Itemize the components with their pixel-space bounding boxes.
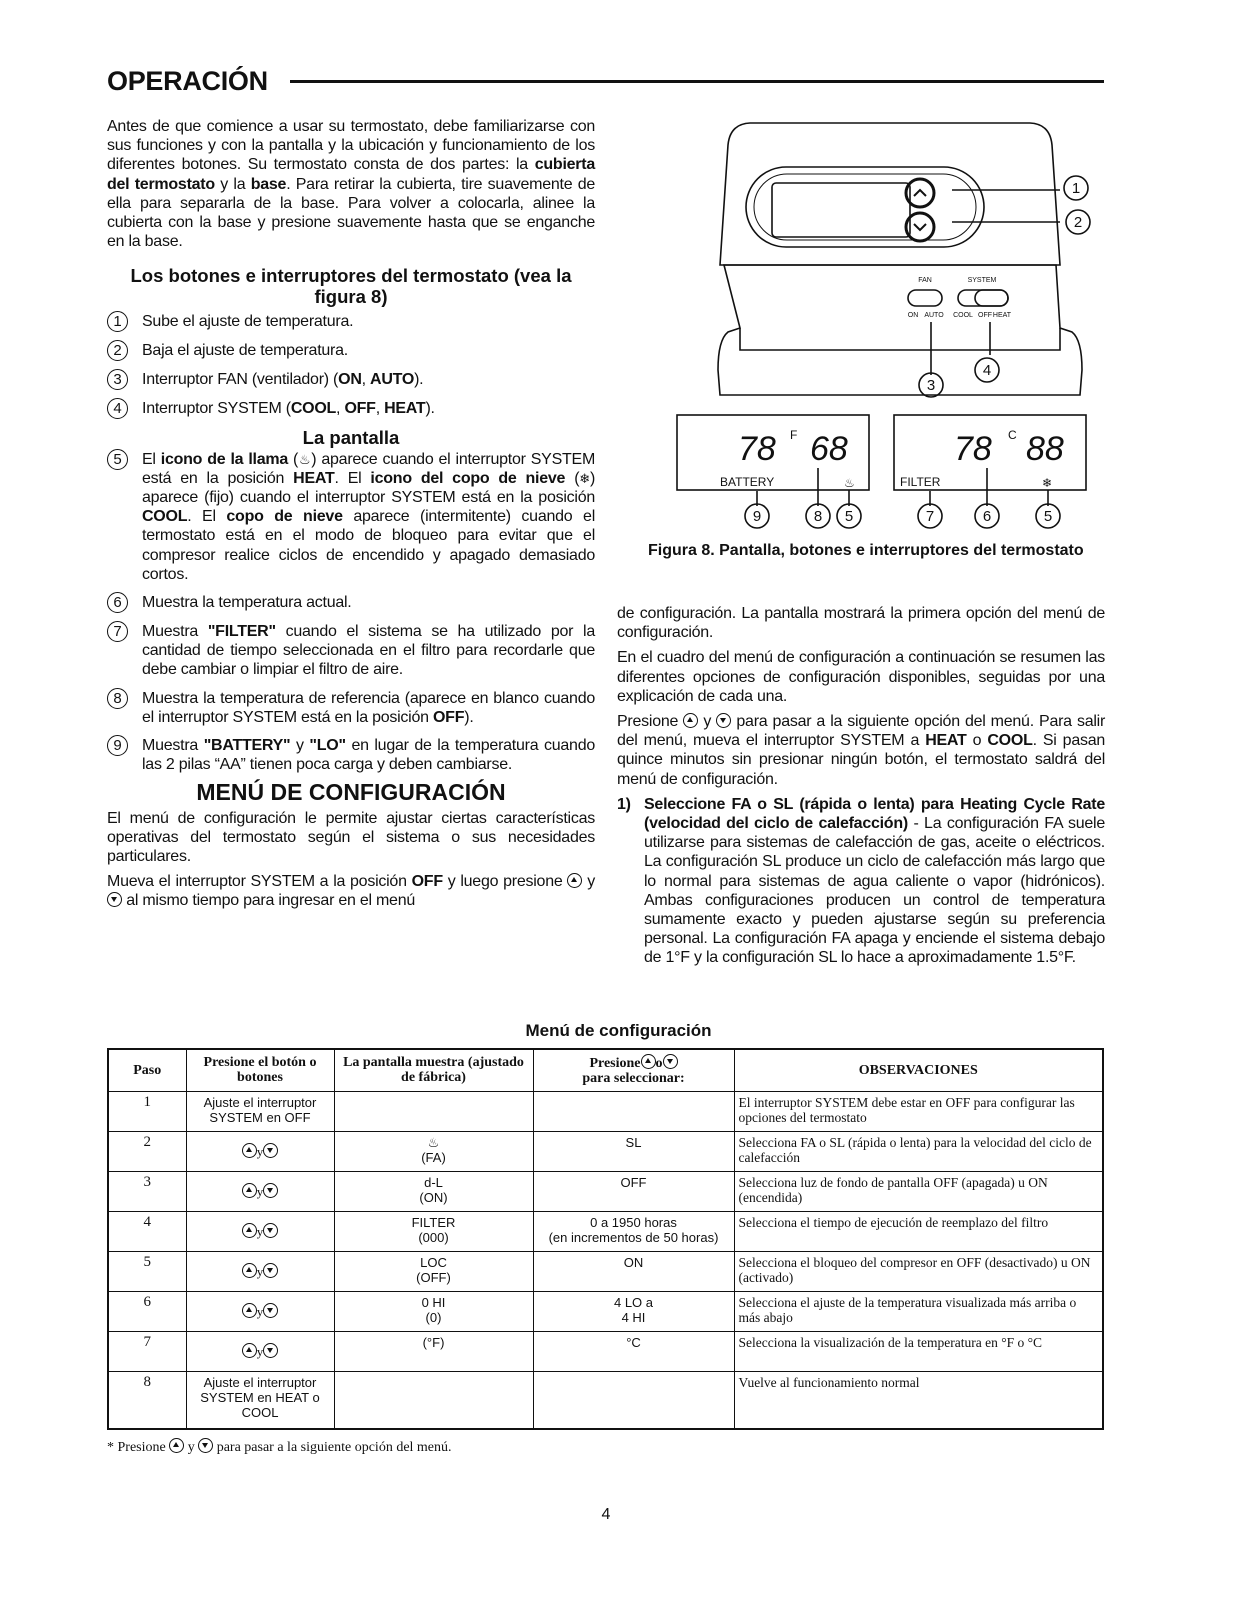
lcd-right-setpoint: 88 (1026, 430, 1064, 468)
lcd-right-temp: 78 (954, 430, 992, 468)
menu-paragraph-2 (107, 872, 595, 910)
bold-run: icono del copo de nieve (370, 469, 566, 487)
list-item (107, 312, 595, 332)
right-paragraph-2 (617, 648, 1105, 706)
bold-run: HEAT (384, 400, 426, 418)
up-button-icon (242, 1143, 257, 1158)
callout: 8 (813, 508, 823, 525)
table-footnote (107, 1438, 452, 1456)
up-button-icon (169, 1438, 184, 1453)
item-text (142, 450, 595, 584)
down-button-icon (263, 1263, 278, 1278)
bold-run: OFF (411, 873, 443, 891)
text-run: y (698, 713, 717, 731)
cell-select-text: 4 LO a 4 HI (613, 1294, 654, 1325)
lcd-left-label: BATTERY (720, 475, 775, 489)
cell-screen (334, 1091, 533, 1131)
item-text (142, 341, 595, 361)
item-number-circle: 7 (107, 621, 128, 642)
flame-icon: ♨ (427, 1134, 440, 1150)
cell-select (533, 1211, 734, 1251)
bold-run: HEAT (293, 469, 335, 487)
bold-run: OFF (432, 708, 465, 726)
table-row (108, 1291, 1103, 1331)
cell-paso-text: 7 (143, 1333, 151, 1350)
text-run: Mueva el interruptor SYSTEM a la posición (107, 873, 412, 891)
table-row (108, 1251, 1103, 1291)
item-number-circle: 5 (107, 449, 128, 470)
text-run: El (142, 450, 161, 468)
text-run: ). (414, 371, 424, 389)
cell-select-text: °C (626, 1334, 641, 1350)
text-run: y la (214, 175, 251, 193)
list-item (107, 689, 595, 727)
callout: 1 (1071, 180, 1081, 197)
cell-observaciones-text: Selecciona la visualización de la temperatura en °F o °C (738, 1334, 1043, 1350)
thermostat-base (718, 265, 1082, 395)
cell-observaciones-text: Vuelve al funcionamiento normal (738, 1374, 920, 1390)
flame-icon: ♨ (844, 476, 855, 490)
down-button-icon (716, 713, 731, 728)
footnote-text: * Presione (107, 1440, 166, 1455)
lcd-left-temp: 78 (738, 430, 776, 468)
text-run: , (361, 371, 371, 389)
figure-caption: Figura 8. Pantalla, botones e interruptores del termostato (648, 542, 1084, 559)
text-run: . Para retirar la cubierta, tire suavemente de ella para separarla de la base. Para volver a colocarla, alinee la cubierta con la base y presione suavemente hasta que se enganche en la base. (107, 175, 595, 251)
and-text: y (256, 1224, 264, 1239)
text-run: En el cuadro del menú de configuración a continuación se resumen las diferentes opciones de configuración disponibles, seguidas por una explicación de cada una. (617, 649, 1105, 705)
cell-screen (334, 1171, 533, 1211)
thermostat-figure (620, 110, 1120, 540)
cell-press (186, 1171, 334, 1211)
text-run: en lugar de la temperatura cuando las 2 pilas “AA” tienen poca carga y deben cambiarse. (142, 737, 596, 774)
cell-screen (334, 1211, 533, 1251)
cell-press-text: Ajuste el interruptor SYSTEM en OFF (203, 1094, 317, 1125)
footnote-and: y (187, 1440, 195, 1455)
cell-observaciones (734, 1291, 1103, 1331)
right-paragraph-1 (617, 604, 1105, 642)
cell-paso-text: 3 (143, 1173, 151, 1190)
cell-press (186, 1211, 334, 1251)
cell-press-text: Ajuste el interruptor SYSTEM en HEAT o COOL (200, 1374, 320, 1420)
item-text (142, 312, 595, 332)
list-item (107, 341, 595, 361)
cell-paso (108, 1291, 186, 1331)
cell-press (186, 1291, 334, 1331)
table-row (108, 1131, 1103, 1171)
option-1-text (644, 795, 1105, 968)
bold-run: cubierta del termostato (107, 156, 595, 193)
cell-select (533, 1251, 734, 1291)
text-run: Interruptor SYSTEM ( (142, 400, 291, 418)
item-text (142, 689, 595, 727)
item-number-circle: 6 (107, 592, 128, 613)
list-item (107, 370, 595, 390)
cell-press (186, 1331, 334, 1371)
heat-label: HEAT (992, 312, 1012, 319)
item-number-circle: 2 (107, 340, 128, 361)
text-run: para pasar a la siguiente opción del menú. Para salir del menú, mueva el interruptor SYSTEM a (617, 713, 1106, 750)
list-item (107, 399, 595, 419)
text-run: cuando el sistema se ha utilizado por la cantidad de tiempo seleccionada en el filtro para recordarle que debe cambiar o limpiar el filtro de aire. (142, 623, 595, 679)
table-row (108, 1171, 1103, 1211)
header-select-or: o (655, 1056, 663, 1072)
cell-select-text: 0 a 1950 horas (en incrementos de 50 horas) (548, 1214, 719, 1245)
cell-observaciones (734, 1171, 1103, 1211)
cell-select-text: ON (623, 1254, 644, 1270)
cell-screen (334, 1291, 533, 1331)
list-item (107, 622, 595, 680)
footnote-text: para pasar a la siguiente opción del menú. (216, 1440, 452, 1455)
up-button-icon (242, 1183, 257, 1198)
item-number-circle: 1 (107, 311, 128, 332)
fan-switch (908, 290, 942, 306)
cell-screen-text: LOC (OFF) (416, 1254, 451, 1285)
item-text (142, 370, 595, 390)
text-run: ) aparece cuando el interruptor SYSTEM está en la posición (142, 450, 596, 487)
text-run: . El (187, 508, 227, 526)
page-title: OPERACIÓN (107, 66, 268, 96)
cell-observaciones-text: Selecciona el tiempo de ejecución de reemplazo del filtro (738, 1214, 1049, 1230)
callout: 9 (752, 508, 762, 525)
text-run: El menú de configuración le permite ajustar ciertas características operativas del termostato según el sistema o sus necesidades particulares. (107, 809, 595, 866)
cell-screen-text: FILTER (000) (411, 1214, 456, 1245)
table-row (108, 1371, 1103, 1429)
item-number-circle: 8 (107, 688, 128, 709)
flame-icon: ♨ (298, 451, 312, 467)
bold-run: "FILTER" (207, 623, 276, 641)
up-button-icon (567, 873, 582, 888)
text-run: y luego presione (442, 873, 568, 891)
cell-observaciones (734, 1371, 1103, 1429)
cell-select (533, 1331, 734, 1371)
lcd-left-setpoint: 68 (810, 430, 848, 468)
bold-run: OFF (344, 400, 376, 418)
buttons-heading: Los botones e interruptores del termostato (vea la figura 8) (130, 265, 572, 308)
header-paso: Paso (108, 1049, 186, 1091)
table-title: Menú de configuración (525, 1021, 712, 1040)
bold-run: Seleccione FA o SL (rápida o lenta) para Heating Cycle Rate (velocidad del ciclo de calefacción) (644, 795, 1105, 833)
intro-paragraph (107, 117, 595, 251)
cool-label: COOL (953, 312, 973, 319)
text-run: ( (288, 450, 299, 468)
header-select-text: para seleccionar: (582, 1071, 685, 1087)
header-screen: La pantalla muestra (ajustado de fábrica) (334, 1049, 533, 1091)
bold-run: "BATTERY" (203, 737, 291, 755)
option-1 (617, 795, 1105, 968)
text-run: Baja el ajuste de temperatura. (142, 342, 348, 360)
table-row (108, 1211, 1103, 1251)
fan-on-label: ON (907, 312, 919, 319)
list-item (107, 450, 595, 584)
cell-select (533, 1371, 734, 1429)
text-run: Muestra (142, 737, 204, 755)
up-button-icon (242, 1263, 257, 1278)
bold-run: base (250, 175, 287, 193)
bold-run: "LO" (309, 737, 346, 755)
list-item (107, 593, 595, 613)
text-run: o (966, 732, 988, 750)
item-text (142, 736, 595, 774)
lcd-window (772, 183, 910, 237)
up-button-icon (683, 713, 698, 728)
off-label: OFF (978, 312, 992, 319)
text-run: Muestra (142, 623, 208, 641)
text-run: . El (334, 469, 371, 487)
cell-select (533, 1171, 734, 1211)
cell-press (186, 1091, 334, 1131)
cell-observaciones (734, 1331, 1103, 1371)
and-text: y (256, 1344, 264, 1359)
cell-paso-text: 1 (143, 1093, 151, 1110)
items-b (107, 450, 595, 775)
down-button-icon (263, 1183, 278, 1198)
bold-run: COOL (987, 732, 1033, 750)
text-run: Interruptor FAN (ventilador) ( (142, 371, 339, 389)
and-text: y (256, 1144, 264, 1159)
text-run: Presione (617, 713, 684, 731)
down-button-icon (263, 1223, 278, 1238)
lcd-left-unit: F (790, 428, 798, 442)
text-run: y (290, 737, 310, 755)
lcd-right-label: FILTER (900, 475, 941, 489)
cell-screen (334, 1331, 533, 1371)
fan-label: FAN (918, 277, 932, 284)
text-run: de configuración. La pantalla mostrará la primera opción del menú de configuración. (617, 605, 1105, 642)
right-paragraph-3 (617, 712, 1105, 789)
cell-paso (108, 1251, 186, 1291)
text-run: Antes de que comience a usar su termostato, debe familiarizarse con sus funciones y con la pantalla y la ubicación y funcionamiento de los diferentes botones. Su termostato consta de dos partes: la (107, 118, 595, 174)
item-number-circle: 9 (107, 735, 128, 756)
title-rule (290, 80, 1104, 83)
cell-screen (334, 1371, 533, 1429)
text-run: ( (565, 469, 580, 487)
and-text: y (256, 1304, 264, 1319)
header-select-text: Presione (589, 1056, 641, 1072)
cell-paso (108, 1171, 186, 1211)
text-run: Muestra la temperatura de referencia (aparece en blanco cuando el interruptor SYSTEM está en la posición (142, 689, 595, 726)
cell-observaciones (734, 1251, 1103, 1291)
cell-select-text: SL (625, 1134, 642, 1150)
option-1-number: 1) (617, 795, 631, 813)
callout: 6 (982, 508, 992, 525)
system-switch (958, 290, 1008, 306)
cell-observaciones (734, 1211, 1103, 1251)
cell-select (533, 1291, 734, 1331)
cell-observaciones-text: Selecciona FA o SL (rápida o lenta) para la velocidad del ciclo de calefacción (738, 1134, 1092, 1165)
down-button-icon (198, 1438, 213, 1453)
item-number-circle: 4 (107, 398, 128, 419)
cell-paso-text: 2 (143, 1133, 151, 1150)
cell-select-text: OFF (620, 1174, 647, 1190)
up-button-icon (641, 1054, 656, 1069)
table-row (108, 1331, 1103, 1371)
up-button-icon (242, 1223, 257, 1238)
text-run: , (375, 400, 385, 418)
cell-press (186, 1131, 334, 1171)
bold-run: icono de la llama (160, 450, 289, 468)
item-text (142, 622, 595, 680)
cell-observaciones-text: Selecciona el bloqueo del compresor en OFF (desactivado) u ON (activado) (738, 1254, 1091, 1285)
text-run: y (582, 873, 595, 891)
callout: 2 (1073, 214, 1083, 231)
bold-run: COOL (142, 508, 188, 526)
item-number-circle: 3 (107, 369, 128, 390)
screen-heading: La pantalla (302, 427, 400, 449)
cell-select (533, 1131, 734, 1171)
cell-paso (108, 1371, 186, 1429)
system-label: SYSTEM (967, 277, 997, 284)
up-button-icon (242, 1303, 257, 1318)
text-run: ). (464, 708, 474, 726)
down-button-icon (263, 1343, 278, 1358)
lcd-right-unit: C (1008, 428, 1017, 442)
text-run: - La configuración FA suele utilizarse para sistemas de calefacción de gas, aceite o eléctricos. La configuración SL produce un ciclo de calefacción más largo que lo normal para sistemas de agua caliente o vapor (hidrónicos). Ambas configuraciones producen un control de temperatura sumamente exacto y pueden ajustarse según su preferencia personal. La configuración FA apaga y enciende el sistema debajo de 1°F y la configuración SL lo hace a aproximadamente 1.5°F. (644, 815, 1105, 967)
cell-paso-text: 4 (143, 1213, 151, 1230)
header-select (533, 1049, 734, 1091)
callout: 7 (925, 508, 935, 525)
text-run: Muestra la temperatura actual. (142, 594, 352, 612)
callout: 4 (982, 362, 992, 379)
text-run: , (336, 400, 345, 418)
page-number: 4 (601, 1506, 611, 1523)
fan-auto-label: AUTO (924, 312, 944, 319)
cell-observaciones-text: Selecciona luz de fondo de pantalla OFF (apagada) u ON (encendida) (738, 1174, 1048, 1205)
cell-select (533, 1091, 734, 1131)
cell-screen-text: (°F) (422, 1334, 445, 1350)
display-bezel (746, 167, 984, 247)
header-observaciones: OBSERVACIONES (734, 1049, 1103, 1091)
item-text (142, 399, 595, 419)
left-column (107, 117, 595, 917)
menu-heading: MENÚ DE CONFIGURACIÓN (196, 779, 506, 806)
text-run: . Si pasan quince minutos sin presionar ningún botón, el termostato saldrá del menú de configuración. (617, 732, 1106, 788)
config-menu-table (107, 1048, 1104, 1430)
header-press: Presione el botón o botones (186, 1049, 334, 1091)
down-button-icon (263, 1303, 278, 1318)
callout: 3 (926, 377, 936, 394)
up-button-icon (242, 1343, 257, 1358)
down-button-icon (263, 1143, 278, 1158)
down-button-icon (663, 1054, 678, 1069)
callout: 5 (1043, 508, 1053, 525)
bold-run: AUTO (370, 371, 415, 389)
callout: 5 (844, 508, 854, 525)
and-text: y (256, 1264, 264, 1279)
and-text: y (256, 1184, 264, 1199)
text-run: Sube el ajuste de temperatura. (142, 313, 354, 331)
text-run: aparece (intermitente) cuando el termostato está en el modo de bloqueo para evitar que el compresor realice ciclos de encendido y apagado demasiado cortos. (142, 508, 595, 583)
cell-paso (108, 1211, 186, 1251)
menu-paragraph-1 (107, 809, 595, 867)
cell-paso (108, 1091, 186, 1131)
callout-numbers (753, 180, 1082, 525)
text-run: ) aparece (fijo) cuando el interruptor SYSTEM está en la posición (142, 469, 596, 507)
bold-run: COOL (290, 400, 337, 418)
text-run: al mismo tiempo para ingresar en el menú (122, 892, 415, 910)
cell-observaciones (734, 1131, 1103, 1171)
snowflake-icon: ❄ (579, 470, 590, 486)
cell-observaciones-text: Selecciona el ajuste de la temperatura visualizada más arriba o más abajo (738, 1294, 1077, 1325)
right-column (617, 604, 1105, 968)
cell-paso (108, 1131, 186, 1171)
bold-run: HEAT (925, 732, 967, 750)
cell-screen-text: 0 HI (0) (421, 1294, 446, 1325)
list-item (107, 736, 595, 774)
cell-observaciones-text: El interruptor SYSTEM debe estar en OFF para configurar las opciones del termostato (738, 1094, 1075, 1125)
item-text (142, 593, 595, 613)
cell-press (186, 1251, 334, 1291)
table-row (108, 1091, 1103, 1131)
cell-press (186, 1371, 334, 1429)
cell-screen (334, 1251, 533, 1291)
bold-run: ON (338, 371, 362, 389)
down-button-icon (107, 892, 122, 907)
snowflake-icon: ❄ (1042, 476, 1053, 490)
cell-screen-text: (FA) (421, 1149, 446, 1165)
cell-screen (334, 1131, 533, 1171)
bold-run: copo de nieve (226, 508, 343, 526)
items-a (107, 312, 595, 419)
cell-paso-text: 5 (143, 1253, 151, 1270)
cell-paso (108, 1331, 186, 1371)
text-run: ). (425, 400, 435, 418)
cell-paso-text: 6 (143, 1293, 151, 1310)
cell-screen-text: d-L (ON) (419, 1174, 448, 1205)
cell-observaciones (734, 1091, 1103, 1131)
cell-paso-text: 8 (143, 1373, 151, 1390)
